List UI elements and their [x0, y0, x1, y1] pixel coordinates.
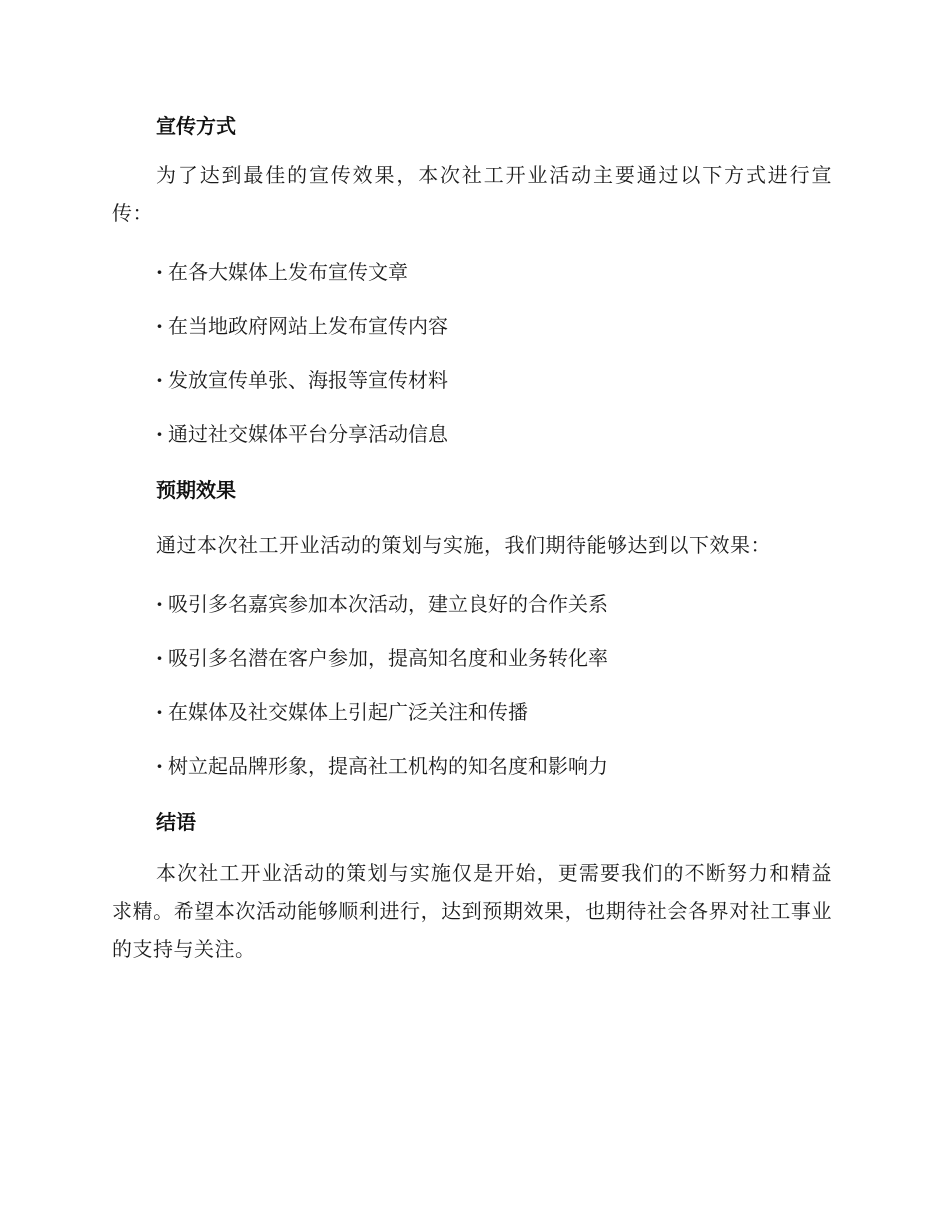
- list-item: [112, 644, 832, 672]
- bullet-icon: ·: [156, 314, 163, 338]
- list-item: [112, 752, 832, 780]
- section-heading-expected-effect: 预期效果: [156, 478, 236, 502]
- list-item-text: 吸引多名嘉宾参加本次活动，建立良好的合作关系: [168, 592, 608, 616]
- list-item-text: 树立起品牌形象，提高社工机构的知名度和影响力: [168, 754, 608, 778]
- list-item-text: 发放宣传单张、海报等宣传材料: [168, 368, 448, 392]
- list-item: [112, 420, 832, 448]
- list-item-text: 在各大媒体上发布宣传文章: [168, 260, 408, 284]
- list-item: [112, 590, 832, 618]
- section-heading-conclusion: 结语: [156, 810, 196, 834]
- bullet-icon: ·: [156, 422, 163, 446]
- section-intro-expected-effect: 通过本次社工开业活动的策划与实施，我们期待能够达到以下效果：: [156, 533, 771, 557]
- list-item-text: 吸引多名潜在客户参加，提高知名度和业务转化率: [168, 646, 608, 670]
- list-item-text: 通过社交媒体平台分享活动信息: [168, 422, 448, 446]
- bullet-icon: ·: [156, 700, 163, 724]
- document-body: [112, 108, 832, 968]
- list-item: [112, 312, 832, 340]
- section-intro-promotion: 为了达到最佳的宣传效果，本次社工开业活动主要通过以下方式进行宣传：: [112, 163, 832, 225]
- section-heading-promotion: 宣传方式: [156, 114, 236, 138]
- bullet-icon: ·: [156, 646, 163, 670]
- bullet-icon: ·: [156, 368, 163, 392]
- list-item: [112, 366, 832, 394]
- list-item-text: 在当地政府网站上发布宣传内容: [168, 314, 448, 338]
- bullet-icon: ·: [156, 260, 163, 284]
- list-item: [112, 258, 832, 286]
- list-item: [112, 698, 832, 726]
- bullet-icon: ·: [156, 592, 163, 616]
- list-item-text: 在媒体及社交媒体上引起广泛关注和传播: [168, 700, 528, 724]
- bullet-icon: ·: [156, 754, 163, 778]
- section-text-conclusion: 本次社工开业活动的策划与实施仅是开始，更需要我们的不断努力和精益求精。希望本次活动能够顺利进行，达到预期效果，也期待社会各界对社工事业的支持与关注。: [112, 861, 832, 961]
